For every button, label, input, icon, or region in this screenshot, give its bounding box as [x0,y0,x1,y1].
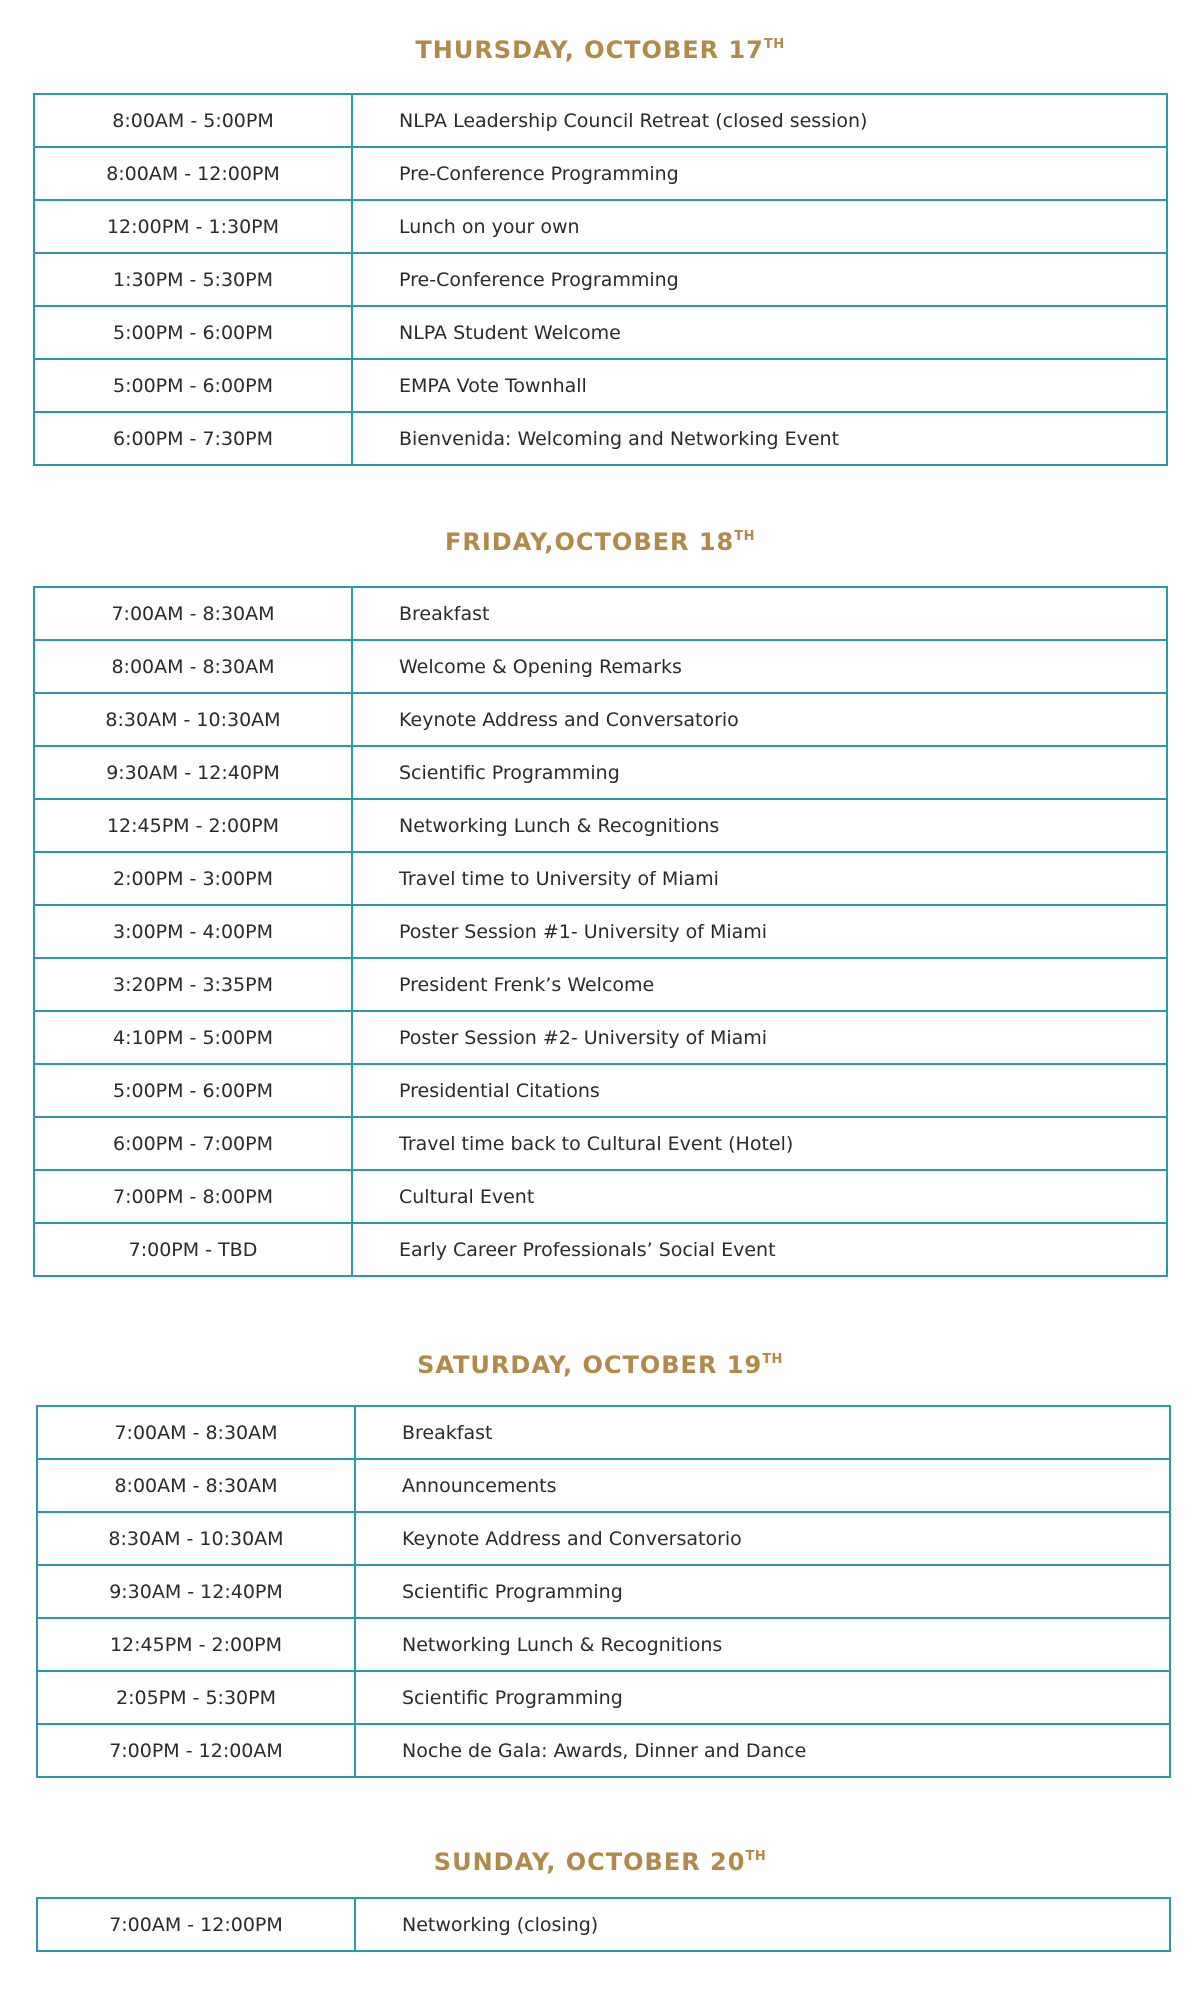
event-cell: NLPA Leadership Council Retreat (closed session) [352,94,1167,147]
day-heading-ordinal: TH [762,1352,783,1367]
time-cell: 7:00AM - 12:00PM [37,1898,355,1951]
time-cell: 5:00PM - 6:00PM [34,1064,352,1117]
time-cell: 8:00AM - 8:30AM [34,640,352,693]
day-heading-friday [0,517,1200,562]
time-cell: 8:30AM - 10:30AM [34,693,352,746]
event-cell: Noche de Gala: Awards, Dinner and Dance [355,1724,1170,1777]
day-heading-thursday [0,25,1200,70]
time-cell: 8:00AM - 8:30AM [37,1459,355,1512]
table-row [37,1459,1170,1512]
table-row [34,693,1167,746]
table-row [34,359,1167,412]
time-cell: 2:00PM - 3:00PM [34,852,352,905]
time-cell: 4:10PM - 5:00PM [34,1011,352,1064]
time-cell: 8:00AM - 5:00PM [34,94,352,147]
table-row [34,1011,1167,1064]
time-cell: 5:00PM - 6:00PM [34,306,352,359]
time-cell: 1:30PM - 5:30PM [34,253,352,306]
event-cell: Travel time to University of Miami [352,852,1167,905]
event-cell: Networking Lunch & Recognitions [352,799,1167,852]
time-cell: 12:00PM - 1:30PM [34,200,352,253]
time-cell: 8:00AM - 12:00PM [34,147,352,200]
time-cell: 12:45PM - 2:00PM [34,799,352,852]
schedule-table-sunday [36,1897,1171,1952]
schedule-table-thursday [33,93,1168,466]
day-heading-text: SUNDAY, OCTOBER 20 [433,1848,746,1876]
event-cell: Breakfast [355,1406,1170,1459]
table-row [37,1512,1170,1565]
event-cell: Poster Session #1- University of Miami [352,905,1167,958]
event-cell: Scientific Programming [355,1671,1170,1724]
table-row [34,905,1167,958]
event-cell: Poster Session #2- University of Miami [352,1011,1167,1064]
time-cell: 8:30AM - 10:30AM [37,1512,355,1565]
table-row [34,1117,1167,1170]
table-row [34,412,1167,465]
event-cell: Keynote Address and Conversatorio [355,1512,1170,1565]
table-row [34,1223,1167,1276]
table-row [34,147,1167,200]
event-cell: Cultural Event [352,1170,1167,1223]
time-cell: 3:00PM - 4:00PM [34,905,352,958]
time-cell: 6:00PM - 7:00PM [34,1117,352,1170]
schedule-table-saturday [36,1405,1171,1778]
day-heading-sunday [0,1837,1200,1882]
event-cell: Presidential Citations [352,1064,1167,1117]
time-cell: 7:00PM - TBD [34,1223,352,1276]
table-row [34,640,1167,693]
time-cell: 6:00PM - 7:30PM [34,412,352,465]
time-cell: 2:05PM - 5:30PM [37,1671,355,1724]
table-row [34,1170,1167,1223]
event-cell: Networking (closing) [355,1898,1170,1951]
table-row [34,200,1167,253]
table-row [37,1671,1170,1724]
time-cell: 7:00AM - 8:30AM [37,1406,355,1459]
event-cell: EMPA Vote Townhall [352,359,1167,412]
time-cell: 5:00PM - 6:00PM [34,359,352,412]
table-row [34,852,1167,905]
event-cell: Networking Lunch & Recognitions [355,1618,1170,1671]
table-row [37,1898,1170,1951]
event-cell: Keynote Address and Conversatorio [352,693,1167,746]
day-heading-text: FRIDAY,OCTOBER 18 [445,528,735,556]
table-row [34,94,1167,147]
event-cell: Pre-Conference Programming [352,253,1167,306]
time-cell: 7:00PM - 8:00PM [34,1170,352,1223]
time-cell: 7:00PM - 12:00AM [37,1724,355,1777]
event-cell: Bienvenida: Welcoming and Networking Event [352,412,1167,465]
table-row [37,1724,1170,1777]
day-heading-text: THURSDAY, OCTOBER 17 [415,36,764,64]
table-row [37,1618,1170,1671]
table-row [37,1565,1170,1618]
time-cell: 9:30AM - 12:40PM [37,1565,355,1618]
event-cell: Travel time back to Cultural Event (Hotel) [352,1117,1167,1170]
table-row [37,1406,1170,1459]
table-row [34,253,1167,306]
table-row [34,746,1167,799]
table-row [34,799,1167,852]
event-cell: Scientific Programming [352,746,1167,799]
time-cell: 7:00AM - 8:30AM [34,587,352,640]
table-row [34,587,1167,640]
event-cell: NLPA Student Welcome [352,306,1167,359]
day-heading-ordinal: TH [745,1849,767,1864]
day-heading-saturday [0,1340,1200,1385]
event-cell: Announcements [355,1459,1170,1512]
table-row [34,1064,1167,1117]
day-heading-ordinal: TH [734,529,755,544]
event-cell: Welcome & Opening Remarks [352,640,1167,693]
time-cell: 9:30AM - 12:40PM [34,746,352,799]
event-cell: Lunch on your own [352,200,1167,253]
day-heading-ordinal: TH [763,37,785,52]
event-cell: Scientific Programming [355,1565,1170,1618]
time-cell: 12:45PM - 2:00PM [37,1618,355,1671]
schedule-table-friday [33,586,1168,1277]
event-cell: Pre-Conference Programming [352,147,1167,200]
time-cell: 3:20PM - 3:35PM [34,958,352,1011]
event-cell: Early Career Professionals’ Social Event [352,1223,1167,1276]
event-cell: President Frenk’s Welcome [352,958,1167,1011]
table-row [34,958,1167,1011]
table-row [34,306,1167,359]
day-heading-text: SATURDAY, OCTOBER 19 [417,1351,763,1379]
event-cell: Breakfast [352,587,1167,640]
